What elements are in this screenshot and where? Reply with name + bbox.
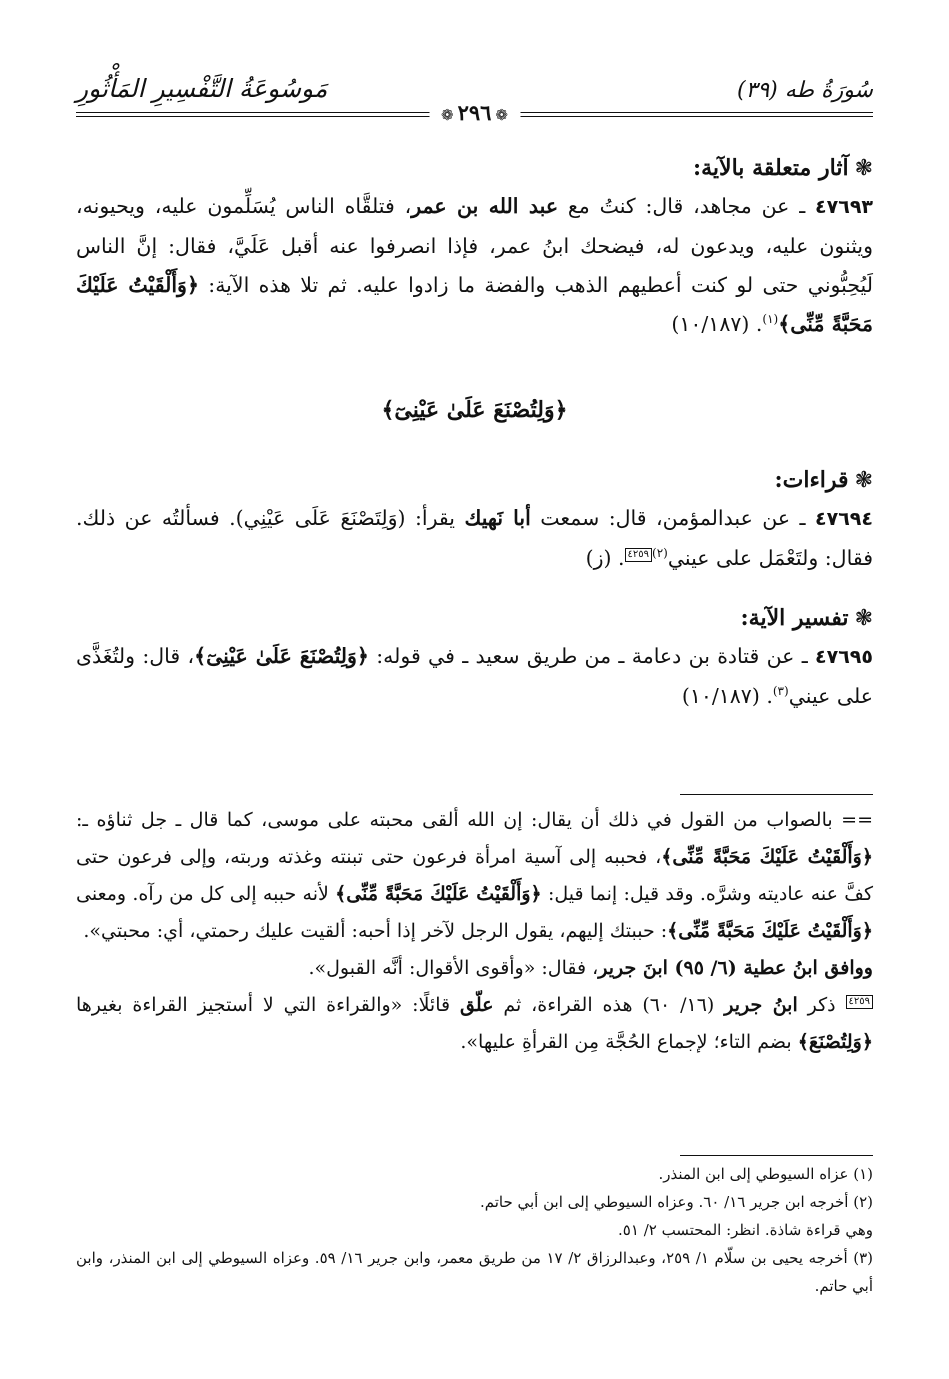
commentary-text: ذكر xyxy=(797,994,846,1016)
book-title: مَوسُوعَةُ التَّفْسِيرِ المَأْثُورِ xyxy=(76,74,328,103)
narration-text: ، قال: ولتُغَذَّى على عيني xyxy=(76,644,873,708)
commentary-notes xyxy=(76,802,873,1061)
footnote-2: (٢) أخرجه ابن جرير ١٦/ ٦٠. وعزاه السيوطي إلى ابن أبي حاتم. xyxy=(479,1193,873,1211)
narration-text: ـ عن قتادة بن دعامة ـ من طريق سعيد ـ في قوله: xyxy=(368,644,816,668)
surah-title: سُورَةُ طه (٣٩) xyxy=(736,78,873,103)
commentary-text: ، فحببه إلى آسية امرأة فرعون حتى تبنته وغذته وربته، وإلى فرعون حتى كفَّ عنه عاديته وشرَّه. وقد قيل: إنما قيل: xyxy=(76,846,873,905)
narrator-name: عبد الله بن عمر xyxy=(411,194,559,218)
quran-quote: ﴿وَأَلْقَيْتُ عَلَيْكَ مَحَبَّةً مِّنِّى﴾ xyxy=(76,273,873,336)
narration-text: ـ عن عبدالمؤمن، قال: سمعت xyxy=(530,506,815,530)
volume-reference: . (١٠/١٨٧) xyxy=(681,684,773,708)
ornament-icon: ❁ xyxy=(495,106,508,124)
commentary-text: : حببتك إليهم، يقول الرجل لآخر إذا أحبه: ألقيت عليك رحمتي، أي: محبتي». xyxy=(83,920,668,942)
narration-47695 xyxy=(76,637,873,716)
flower-icon: ❃ xyxy=(854,468,873,493)
section-heading-tafsir xyxy=(76,600,873,637)
section-heading-qiraat xyxy=(76,462,873,499)
quran-quote: ﴿وَلِتُصْنَعَ﴾ xyxy=(797,1031,873,1053)
volume-reference: . (١٠/١٨٧) xyxy=(671,312,763,336)
commentary-continuation xyxy=(76,802,873,950)
verse-heading: ﴿وَلِتُصْنَعَ عَلَىٰ عَيْنِىٓ﴾ xyxy=(381,397,568,423)
footnote-marker: (٣) xyxy=(772,684,789,699)
narration-text: يقرأ: (وَلِتَصْنَعَ عَلَى عَيْنِي). فسألتُه عن ذلك. فقال: ولتَعْمَل على عيني xyxy=(76,506,873,570)
narration-number: ٤٧٦٩٣ xyxy=(815,196,874,218)
narration-47693 xyxy=(76,187,873,344)
footnote-2-note: وهي قراءة شاذة. انظر: المحتسب ٢/ ٥١. xyxy=(618,1221,873,1239)
section-heading-text: قراءات: xyxy=(774,467,849,493)
commentary-text: (١٦/ ٦٠) هذه القراءة، ثم xyxy=(493,994,725,1016)
narration-47694 xyxy=(76,499,873,578)
commentary-text: == بالصواب من القول في ذلك أن يقال: إن الله ألقى محبته على موسى، كما قال ـ جل ثناؤه ـ: xyxy=(76,809,873,831)
page-header xyxy=(76,74,873,125)
commentary-text: بضم التاء؛ لإجماع الحُجَّة مِن القرأةِ عليها». xyxy=(460,1031,798,1053)
quran-quote: ﴿وَأَلْقَيْتُ عَلَيْكَ مَحَبَّةً مِّنِّى﴾ xyxy=(661,846,873,868)
ornament-icon: ❁ xyxy=(441,106,454,124)
commentary-agreement xyxy=(76,950,873,987)
scholar-name: ابنُ عطية (٦/ ٩٥) ابنَ جرير xyxy=(598,957,818,979)
quran-quote: ﴿وَأَلْقَيْتُ عَلَيْكَ مَحَبَّةً مِّنِّى﴾ xyxy=(667,920,873,942)
commentary-text: قائلًا: «والقراءة التي لا أستجيز القراءة بغيرها xyxy=(76,994,460,1016)
volume-reference: . (ز) xyxy=(585,546,625,570)
scholar-name: ابنُ جرير xyxy=(724,994,798,1016)
commentary-text: ، فقال: «وأقوى الأقوال: أنَّه القبول». xyxy=(308,957,599,979)
narrator-name: أبا نَهيك xyxy=(464,506,531,530)
footnote-marker: (١) xyxy=(762,312,779,327)
comment-box-ref: ٤٢٥٩ xyxy=(625,548,652,562)
notes-divider xyxy=(680,794,873,795)
page-number xyxy=(429,100,520,125)
flower-icon: ❃ xyxy=(854,156,873,181)
page-number-value: ٢٩٦ xyxy=(457,100,492,125)
footnote-1: (١) عزاه السيوطي إلى ابن المنذر. xyxy=(658,1165,873,1183)
footnote-3: (٣) أخرجه يحيى بن سلّام ١/ ٢٥٩، وعبدالرزاق ٢/ ١٧ من طريق معمر، وابن جرير ١٦/ ٥٩. وعزاه السيوطي إلى ابن المنذر، وابن أبي حاتم. xyxy=(76,1249,873,1295)
commentary-text: لأنه حببه إلى كل من رآه. ومعنى xyxy=(76,883,336,905)
section-heading-text: تفسير الآية: xyxy=(740,605,849,631)
footnotes xyxy=(76,1160,873,1300)
quran-quote: ﴿وَلِتُصْنَعَ عَلَىٰ عَيْنِىٓ﴾ xyxy=(194,644,369,668)
narration-number: ٤٧٦٩٤ xyxy=(815,508,873,530)
narration-number: ٤٧٦٩٥ xyxy=(815,646,873,668)
section-heading-text: آثار متعلقة بالآية: xyxy=(693,155,849,181)
commentary-text: ووافق xyxy=(817,957,873,979)
main-content xyxy=(76,150,873,716)
section-heading-athar xyxy=(76,150,873,187)
commentary-4259 xyxy=(76,987,873,1061)
footnote-marker: (٢) xyxy=(652,546,668,561)
narration-text: ، فتلقَّاه الناس يُسَلِّمون عليه، ويحيونه، ويثنون عليه، ويدعون له، فيضحك ابنُ عمر، فإذا انصرفوا عنه أقبل عَلَيَّ، فقال: إنَّ الناس لَيُحِبُّوني حتى لو كنت أعطيهم الذهب والفضة ما زادوا عليه. ثم تلا هذه الآية: xyxy=(76,194,873,297)
narration-text: ـ عن مجاهد، قال: كنتُ مع xyxy=(558,194,816,218)
flower-icon: ❃ xyxy=(854,606,873,631)
footnotes-divider xyxy=(680,1155,873,1156)
commentary-keyword: علّق xyxy=(459,994,494,1016)
quran-quote: ﴿وَأَلْقَيْتُ عَلَيْكَ مَحَبَّةً مِّنِّى﴾ xyxy=(335,883,542,905)
comment-box-ref: ٤٢٥٩ xyxy=(846,995,873,1009)
